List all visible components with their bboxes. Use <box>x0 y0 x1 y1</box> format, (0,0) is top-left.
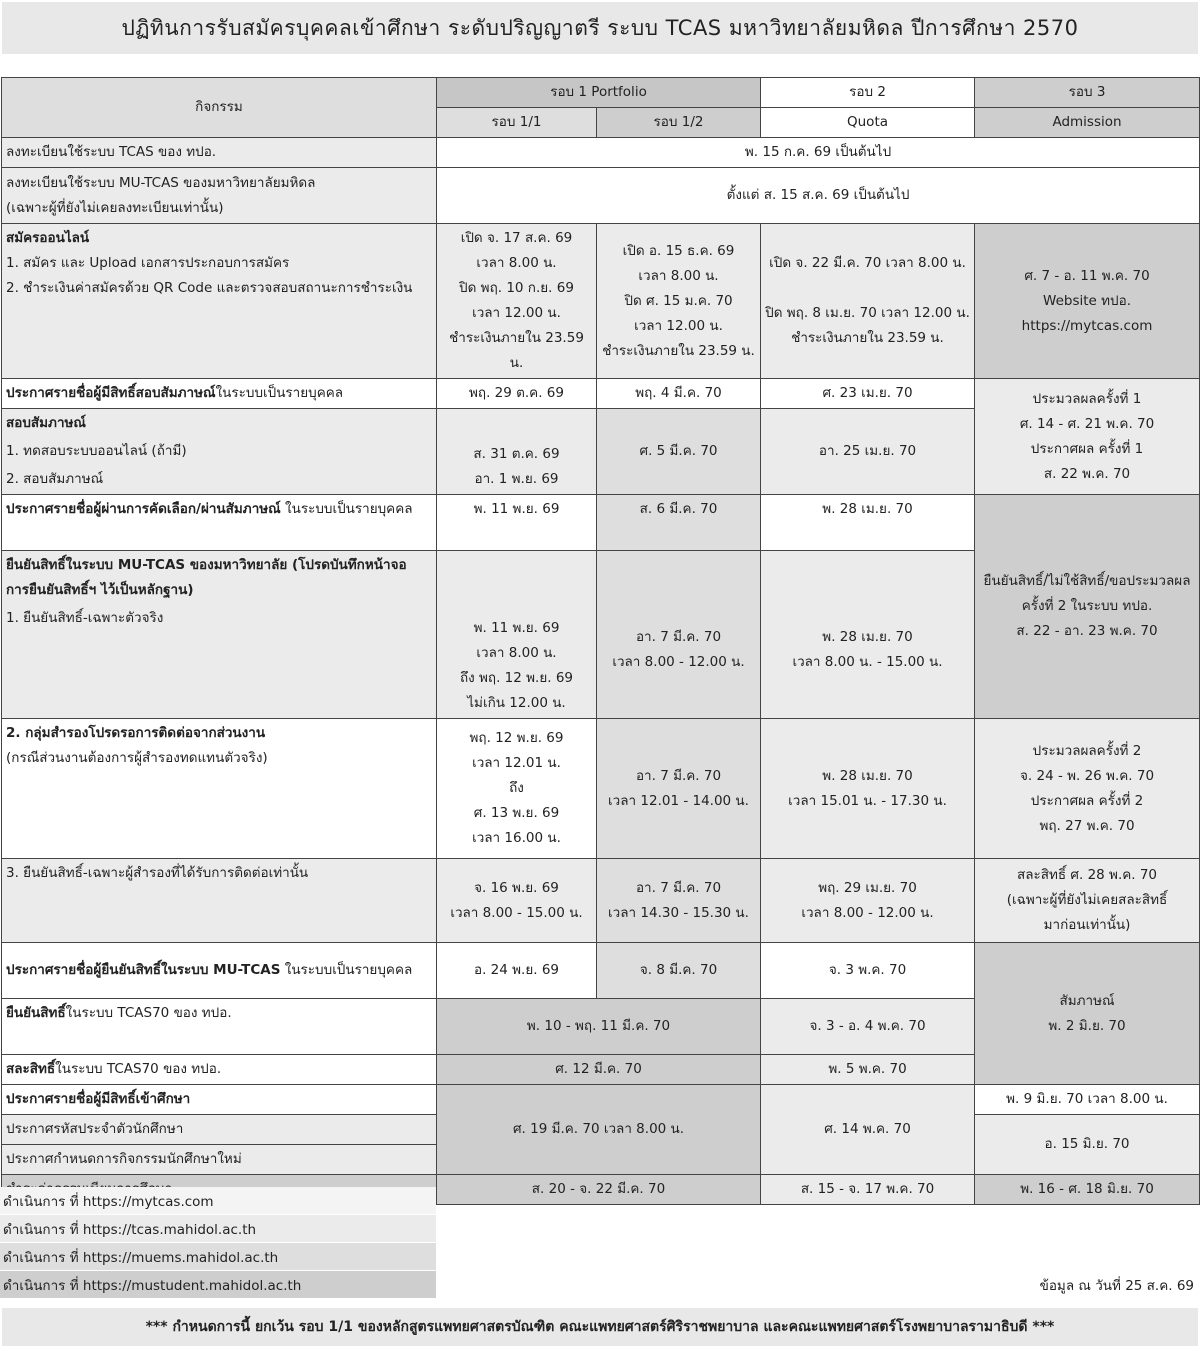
cell-fee-r1: ส. 20 - จ. 22 มี.ค. 70 <box>437 1175 761 1205</box>
activity-announce-admit: ประกาศรายชื่อผู้มีสิทธิ์เข้าศึกษา <box>2 1085 437 1115</box>
activity-confirm-mu: ยืนยันสิทธิ์ในระบบ MU-TCAS ของมหาวิทยาลัย (โปรดบันทึกหน้าจอ การยืนยันสิทธิ์ฯ ไว้เป็นหลักฐาน) 1. ยืนยันสิทธิ์-เฉพาะตัวจริง <box>2 551 437 719</box>
cell-reserve-r2: พ. 28 เม.ย. 70 เวลา 15.01 น. - 17.30 น. <box>761 719 975 859</box>
cell-announce-admit-r3: พ. 9 มิ.ย. 70 เวลา 8.00 น. <box>975 1085 1200 1115</box>
cell-process-round1-r3: ประมวลผลครั้งที่ 1 ศ. 14 - ศ. 21 พ.ค. 70 ประกาศผล ครั้งที่ 1 ส. 22 พ.ค. 70 <box>975 379 1200 495</box>
cell-register-mu: ตั้งแต่ ส. 15 ส.ค. 69 เป็นต้นไป <box>437 168 1200 224</box>
legend-item-muems: ดำเนินการ ที่ https://muems.mahidol.ac.th <box>0 1243 436 1270</box>
cell-reserve-r1-1: พฤ. 12 พ.ย. 69 เวลา 12.01 น. ถึง ศ. 13 พ.ย. 69 เวลา 16.00 น. <box>437 719 597 859</box>
activity-announce-pass: ประกาศรายชื่อผู้ผ่านการคัดเลือก/ผ่านสัมภาษณ์ ในระบบเป็นรายบุคคล <box>2 495 437 551</box>
footer-note: *** กำหนดการนี้ ยกเว้น รอบ 1/1 ของหลักสูตรแพทยศาสตรบัณฑิต คณะแพทยศาสตร์ศิริราชพยาบาล และคณะแพทยศาสตร์โรงพยาบาลรามาธิบดี *** <box>2 1308 1198 1346</box>
activity-apply-online: สมัครออนไลน์ 1. สมัคร และ Upload เอกสารประกอบการสมัคร 2. ชำระเงินค่าสมัครด้วย QR Code และตรวจสอบสถานะการชำระเงิน <box>2 224 437 379</box>
cell-apply-r1-1: เปิด จ. 17 ส.ค. 69 เวลา 8.00 น. ปิด พฤ. 10 ก.ย. 69 เวลา 12.00 น. ชำระเงินภายใน 23.59 น. <box>437 224 597 379</box>
activity-confirm-tcas: ยืนยันสิทธิ์ในระบบ TCAS70 ของ ทปอ. <box>2 999 437 1055</box>
header-round3: รอบ 3 <box>975 78 1200 108</box>
cell-confirm-tcas-r1: พ. 10 - พฤ. 11 มี.ค. 70 <box>437 999 761 1055</box>
activity-new-student: ประกาศกำหนดการกิจกรรมนักศึกษาใหม่ <box>2 1145 437 1175</box>
activity-reserve-confirm: 3. ยืนยันสิทธิ์-เฉพาะผู้สำรองที่ได้รับการติดต่อเท่านั้น <box>2 859 437 943</box>
cell-apply-r1-2: เปิด อ. 15 ธ.ค. 69 เวลา 8.00 น. ปิด ศ. 15 ม.ค. 70 เวลา 12.00 น. ชำระเงินภายใน 23.59 น. <box>597 224 761 379</box>
cell-confirm-r3: ยืนยันสิทธิ์/ไม่ใช้สิทธิ์/ขอประมวลผล ครั้งที่ 2 ในระบบ ทปอ. ส. 22 - อา. 23 พ.ค. 70 <box>975 495 1200 719</box>
activity-register-mu: ลงทะเบียนใช้ระบบ MU-TCAS ของมหาวิทยาลัยมหิดล (เฉพาะผู้ที่ยังไม่เคยลงทะเบียนเท่านั้น) <box>2 168 437 224</box>
cell-interview-r1-1: ส. 31 ต.ค. 69 อา. 1 พ.ย. 69 <box>437 409 597 495</box>
cell-interview-r1-2: ศ. 5 มี.ค. 70 <box>597 409 761 495</box>
header-round2: รอบ 2 <box>761 78 975 108</box>
cell-confirm-r2: พ. 28 เม.ย. 70 เวลา 8.00 น. - 15.00 น. <box>761 551 975 719</box>
cell-waive-tcas-r1: ศ. 12 มี.ค. 70 <box>437 1055 761 1085</box>
activity-reserve: 2. กลุ่มสำรองโปรดรอการติดต่อจากส่วนงาน (กรณีส่วนงานต้องการผู้สำรองทดแทนตัวจริง) <box>2 719 437 859</box>
header-activity: กิจกรรม <box>2 78 437 138</box>
cell-reserve-confirm-r1-2: อา. 7 มี.ค. 70 เวลา 14.30 - 15.30 น. <box>597 859 761 943</box>
cell-confirm-tcas-r2: จ. 3 - อ. 4 พ.ค. 70 <box>761 999 975 1055</box>
activity-announce-interview: ประกาศรายชื่อผู้มีสิทธิ์สอบสัมภาษณ์ในระบบเป็นรายบุคคล <box>2 379 437 409</box>
cell-apply-r3: ศ. 7 - อ. 11 พ.ค. 70 Website ทปอ. https://mytcas.com <box>975 224 1200 379</box>
header-round3-sub: Admission <box>975 108 1200 138</box>
cell-waive-tcas-r2: พ. 5 พ.ค. 70 <box>761 1055 975 1085</box>
legend-item-tcas-mahidol: ดำเนินการ ที่ https://tcas.mahidol.ac.th <box>0 1215 436 1242</box>
cell-announce-pass-r1-1: พ. 11 พ.ย. 69 <box>437 495 597 551</box>
cell-interview-r2: อา. 25 เม.ย. 70 <box>761 409 975 495</box>
cell-register-tcas: พ. 15 ก.ค. 69 เป็นต้นไป <box>437 138 1200 168</box>
cell-announce-confirmed-r1-2: จ. 8 มี.ค. 70 <box>597 943 761 999</box>
cell-reserve-confirm-r2: พฤ. 29 เม.ย. 70 เวลา 8.00 - 12.00 น. <box>761 859 975 943</box>
cell-announce-admit-r1: ศ. 19 มี.ค. 70 เวลา 8.00 น. <box>437 1085 761 1175</box>
cell-confirm-r1-2: อา. 7 มี.ค. 70 เวลา 8.00 - 12.00 น. <box>597 551 761 719</box>
cell-confirm-r1-1: พ. 11 พ.ย. 69 เวลา 8.00 น. ถึง พฤ. 12 พ.ย. 69 ไม่เกิน 12.00 น. <box>437 551 597 719</box>
data-date: ข้อมูล ณ วันที่ 25 ส.ค. 69 <box>1039 1278 1194 1294</box>
activity-register-tcas: ลงทะเบียนใช้ระบบ TCAS ของ ทปอ. <box>2 138 437 168</box>
cell-announce-pass-r1-2: ส. 6 มี.ค. 70 <box>597 495 761 551</box>
cell-interview-r3: สัมภาษณ์ พ. 2 มิ.ย. 70 <box>975 943 1200 1085</box>
activity-interview: สอบสัมภาษณ์ 1. ทดสอบระบบออนไลน์ (ถ้ามี) 2. สอบสัมภาษณ์ <box>2 409 437 495</box>
cell-announce-interview-r2: ศ. 23 เม.ย. 70 <box>761 379 975 409</box>
cell-announce-interview-r1-1: พฤ. 29 ต.ค. 69 <box>437 379 597 409</box>
activity-announce-confirmed: ประกาศรายชื่อผู้ยืนยันสิทธิ์ในระบบ MU-TCAS ในระบบเป็นรายบุคคล <box>2 943 437 999</box>
header-round1-1: รอบ 1/1 <box>437 108 597 138</box>
cell-announce-confirmed-r1-1: อ. 24 พ.ย. 69 <box>437 943 597 999</box>
header-round1: รอบ 1 Portfolio <box>437 78 761 108</box>
cell-fee-r2: ส. 15 - จ. 17 พ.ค. 70 <box>761 1175 975 1205</box>
header-round1-2: รอบ 1/2 <box>597 108 761 138</box>
cell-announce-confirmed-r2: จ. 3 พ.ค. 70 <box>761 943 975 999</box>
cell-announce-pass-r2: พ. 28 เม.ย. 70 <box>761 495 975 551</box>
activity-waive-tcas: สละสิทธิ์ในระบบ TCAS70 ของ ทปอ. <box>2 1055 437 1085</box>
cell-reserve-confirm-r3: สละสิทธิ์ ศ. 28 พ.ค. 70 (เฉพาะผู้ที่ยังไม่เคยสละสิทธิ์ มาก่อนเท่านั้น) <box>975 859 1200 943</box>
activity-student-id: ประกาศรหัสประจำตัวนักศึกษา <box>2 1115 437 1145</box>
cell-apply-r2: เปิด จ. 22 มี.ค. 70 เวลา 8.00 น. ปิด พฤ. 8 เม.ย. 70 เวลา 12.00 น. ชำระเงินภายใน 23.59 น. <box>761 224 975 379</box>
cell-fee-r3: พ. 16 - ศ. 18 มิ.ย. 70 <box>975 1175 1200 1205</box>
legend-item-mustudent: ดำเนินการ ที่ https://mustudent.mahidol.ac.th <box>0 1271 436 1298</box>
page-title: ปฏิทินการรับสมัครบุคคลเข้าศึกษา ระดับปริญญาตรี ระบบ TCAS มหาวิทยาลัยมหิดล ปีการศึกษา 2570 <box>2 2 1198 54</box>
schedule-table <box>1 77 1200 1205</box>
legend-item-mytcas: ดำเนินการ ที่ https://mytcas.com <box>0 1187 436 1214</box>
cell-reserve-r1-2: อา. 7 มี.ค. 70 เวลา 12.01 - 14.00 น. <box>597 719 761 859</box>
cell-reserve-confirm-r1-1: จ. 16 พ.ย. 69 เวลา 8.00 - 15.00 น. <box>437 859 597 943</box>
cell-student-id-r3: อ. 15 มิ.ย. 70 <box>975 1115 1200 1175</box>
cell-announce-admit-r2: ศ. 14 พ.ค. 70 <box>761 1085 975 1175</box>
cell-announce-interview-r1-2: พฤ. 4 มี.ค. 70 <box>597 379 761 409</box>
header-round2-sub: Quota <box>761 108 975 138</box>
cell-reserve-r3: ประมวลผลครั้งที่ 2 จ. 24 - พ. 26 พ.ค. 70 ประกาศผล ครั้งที่ 2 พฤ. 27 พ.ค. 70 <box>975 719 1200 859</box>
